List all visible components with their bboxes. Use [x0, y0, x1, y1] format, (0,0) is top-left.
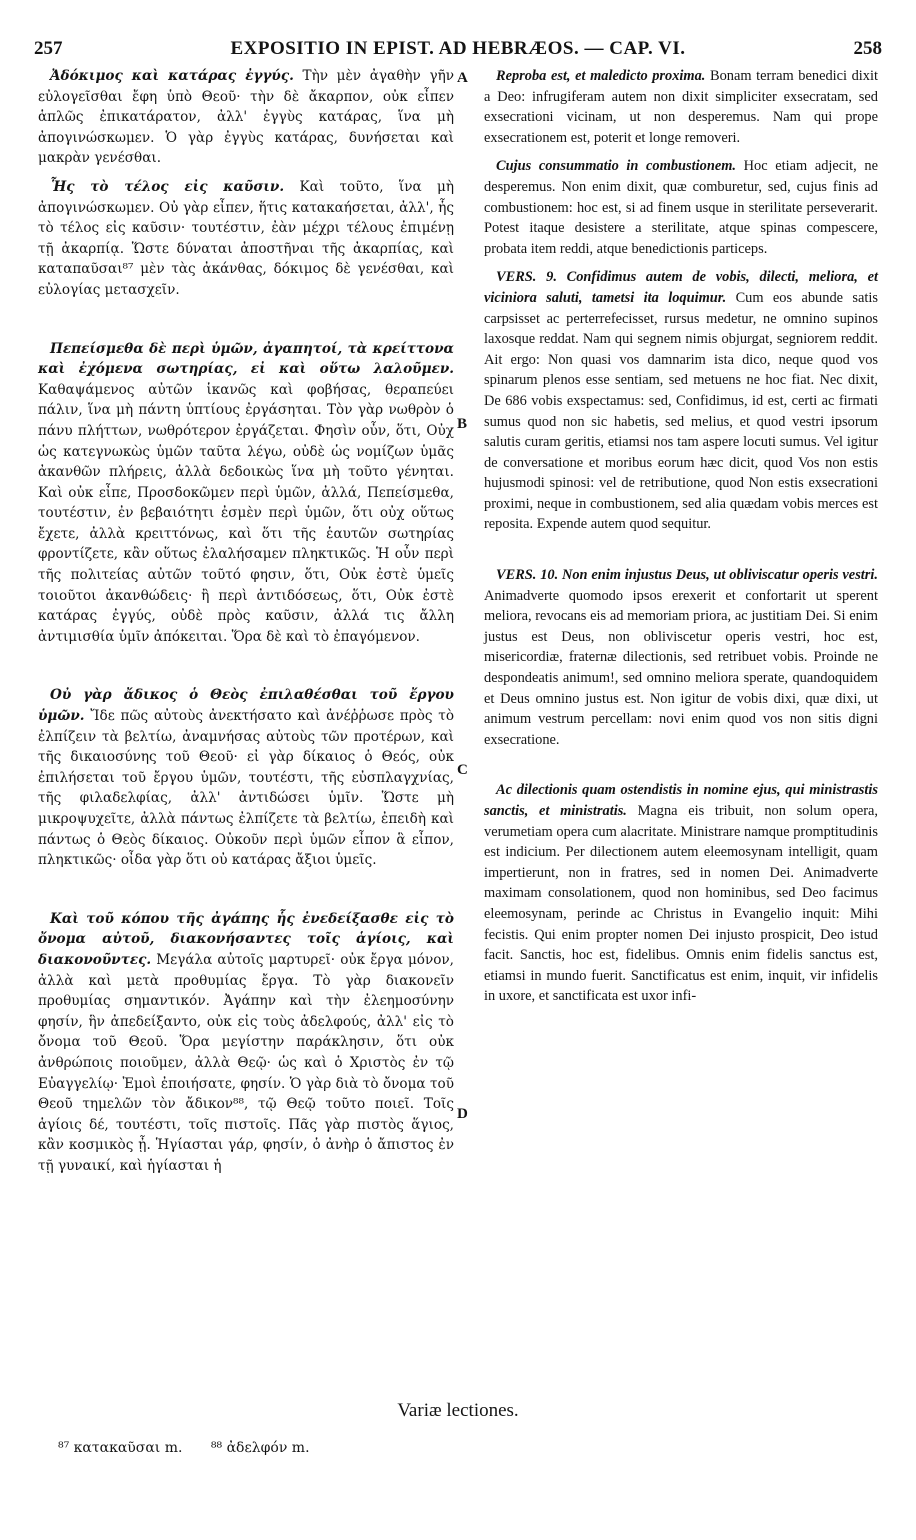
commentary-text: Καὶ τοῦτο, ἵνα μὴ ἀπογινώσκωμεν. Οὐ γὰρ εἶπεν, ἥτις κατακαήσεται, ἀλλ', ἧς τὸ τέλος εἰς καῦσιν· τουτέστιν, ἐὰν μέχρι τέλους ἐπιμένῃ τῇ ἀκαρπίᾳ. Ὥστε δύναται ἀποστῆναι τῆς ἀκαρπίας, καὶ καταπαῦσαι⁸⁷ μὲν τὰς ἀκάνθας, δόκιμος δὲ γενέσθαι, καὶ εὐλογίας μετασχεῖν.	[38, 178, 455, 298]
footnote: ⁸⁷ κατακαῦσαι m.	[58, 1440, 183, 1456]
lemma: Πεπείσμεθα δὲ περὶ ὑμῶν, ἀγαπητοί, τὰ κρείττονα καὶ ἐχόμενα σωτηρίας, εἰ καὶ οὕτω λαλοῦμεν.	[38, 340, 454, 378]
latin-paragraph	[484, 156, 878, 259]
commentary-text: Μεγάλα αὐτοῖς μαρτυρεῖ· οὐκ ἔργα μόνον, ἀλλὰ καὶ μετὰ προθυμίας ἔργα. Τὸ γὰρ διακονεῖν προθυμίας σημαντικόν. Ἀγάπην καὶ τὴν ἐλεημοσύνην φησίν, ἣν ἀπεδείξαντο, οὐκ εἰς τοὺς ἀδελφούς, ἀλλ' εἰς τὸ ὄνομα τοῦ Θεοῦ. Ὅρα μεγίστην παράκλησιν, ὅτι οὐκ ἀνθρώποις ποιοῦμεν, ἀλλὰ Θεῷ· ὡς καὶ ὁ Χριστὸς ἐν τῷ Εὐαγγελίῳ· Ἐμοὶ ἐποιήσατε, φησίν. Ὁ γὰρ διὰ τὸ ὄνομα τοῦ Θεοῦ τημελῶν τὸν ἄδικον⁸⁸, τῷ Θεῷ τοῦτο ποιεῖ. Τοῖς ἁγίοις δέ, τουτέστι, τοῖς πιστοῖς. Πᾶς γὰρ πιστὸς ἅγιος, κἂν κοσμικὸς ᾖ. Ἡγίασται γάρ, φησίν, ὁ ἀνὴρ ὁ ἄπιστος ἐν τῇ γυναικί, καὶ ἡγίασται ἡ	[38, 951, 454, 1174]
lemma: Cujus consummatio in combustionem.	[496, 158, 736, 175]
commentary-text: Cum eos abunde satis carpsisset ac perterrefecisset, rursus medetur, ne omnino supinos laxosque reddat. Nam qui segnem nimis objurgat, segniorem reddit. Ait ergo: Non quasi vos damnarim ista dico, neque quod vos spinarum plenos esse sentiam, sed metuens ne hoc fiat. Nec dixit, De 686 vobis exspectamus: sed, Confidimus, id est, certi ac firmati sumus quod non sic habetis, sed melius, et quod vestri ipsorum salutis curam geritis, etiamsi nos tam aspere locuti sumus. Vel igitur de conversatione et moribus eorum hæc dicit, quod Vos non estis hujusmodi spinosi: vel de retributione, quod Non estis exsecrationi proximi, neque in combustionem, sed alia quædam vobis merces est reposita. Expende autem quod sequitur.	[484, 289, 878, 533]
page-number-left: 257	[34, 38, 63, 59]
latin-paragraph	[484, 780, 878, 1007]
lemma: Reproba est, et maledicto proxima.	[496, 68, 706, 84]
greek-paragraph	[38, 685, 454, 870]
commentary-text: Τὴν μὲν ἀγαθὴν γῆν εὐλογεῖσθαι ἔφη ὑπὸ Θεοῦ· τὴν δὲ ἄκαρπον, οὐκ εἶπεν ἁπλῶς ἐπικατάρατον, ἀλλ' ἐγγὺς κατάρας, ἵνα μὴ ἀπογινώσκωμεν. Ὁ γὰρ ἐγγὺς κατάρας, δυνήσεται καὶ μακρὰν γενέσθαι.	[38, 68, 454, 167]
lemma: Καὶ τοῦ κόπου τῆς ἀγάπης ἧς ἐνεδείξασθε εἰς τὸ ὄνομα αὐτοῦ, διακονήσαντες τοῖς ἁγίοις, καὶ διακονοῦντες.	[38, 910, 454, 968]
commentary-text: Bonam terram benedici dixit a Deo: infrugiferam autem non dixit simpliciter exsecratam, sed exsecrationi vicinam, ut non desperemus. Nam qui prope exsecrationem est, poterit et longe removeri.	[484, 68, 879, 146]
latin-paragraph	[484, 267, 878, 535]
page-number-right: 258	[853, 38, 882, 59]
lemma: VERS. 9. Confidimus autem de vobis, dilecti, meliora, et viciniora saluti, tametsi ita loquimur.	[484, 269, 878, 306]
commentary-text: Ἴδε πῶς αὐτοὺς ἀνεκτήσατο καὶ ἀνέῤῥωσε πρὸς τὸ ἐλπίζειν τὰ βελτίω, ἀναμνήσας αὐτοὺς τῶν προτέρων, καὶ τῆς δικαιοσύνης τοῦ Θεοῦ· εἰ γὰρ δίκαιος ὁ Θεός, οὐκ ἐπιλήσεται τοῦ ἔργου ὑμῶν, τουτέστι, τῆς εὐσπλαγχνίας, τῆς φιλαδελφίας, ἀλλ' ἀντιδώσει ὑμῖν. Ὥστε μὴ μικροψυχεῖτε, ἀλλὰ πάντως ἐλπίζετε τὰ βελτίω, ἐπειδὴ καὶ πάντως ὁ Θεὸς δίκαιος. Οὐκοῦν περὶ ὑμῶν εἶπον ἃ εἶπον, πληκτικῶς· οἶδα γὰρ ὅτι οὐ κατάρας ἄξιοι ὑμεῖς.	[38, 708, 455, 869]
commentary-text: Magna eis tribuit, non solum opera, verumetiam opera cum alacritate. Ministrare namque promptitudinis est indicium. Per dilectionem autem eleemosynam intelligit, quam impertierunt, non in fratres, sed in nomen Dei. Animadverte maximam consolationem, quod non hominibus, sed Deo facimus eleemosynam, perinde ac Christus in Evangelio inquit: Mihi fecistis. Qui enim propter nomen Dei injusto prospicit, Deo istud facit. Sanctis, hoc est, fidelibus. Omnis enim fidelis sanctus est, etiamsi in mundo fuerit. Sanctificatus est enim, inquit, vir infidelis in uxore, et sanctificata est uxor infi-	[484, 803, 878, 1005]
commentary-text: Καθαψάμενος αὐτῶν ἱκανῶς καὶ φοβήσας, θεραπεύει πάλιν, ἵνα μὴ πάντη ὑπτίους ἐργάσηται. Τὸν γὰρ νωθρὸν ὁ πάνυ πλήττων, νωθρότερον ἐργάζεται. Φησὶν οὖν, ὅτι, Οὐχ ὡς κατεγνωκὼς ὑμῶν ταῦτα λέγω, οὐδὲ ὡς νομίζων ὑμᾶς ἀκανθῶν πλήρεις, ἀλλὰ δεδοικὼς ἵνα μὴ τοῦτο γένηται. Καὶ οὐκ εἶπε, Προσδοκῶμεν περὶ ὑμῶν, ἀλλά, Πεπείσμεθα, τουτέστιν, ἐν βεβαιότητι ἐσμὲν περὶ ὑμῶν, ὅτι οὐχ οὕτως ἔχετε, ἀλλὰ κρειττόνως, καὶ ὅτι τῆς ἑαυτῶν σωτηρίας φροντίζετε, κἂν οὕτως ἐλαλήσαμεν πληκτικῶς. Ἡ οὖν περὶ τῆς πολιτείας αὐτῶν τοῦτό φησιν, ὅτι, Οὐκ ἐστὲ ὑμεῖς τοιοῦτοι ἀκανθώδεις· ἢ περὶ ἀντιδόσεως, ὅτι, Οὐκ ἐστὲ κατάρας ἐγγύς, οὐδὲ πρὸς καῦσιν, ἀλλά τις ἄλλη ἀντιμισθία ὑμῖν ἀπόκειται. Ὅρα δὲ καὶ τὸ ἐπαγόμενον.	[38, 381, 454, 645]
margin-letter-d: D	[457, 1106, 468, 1122]
lemma: Ac dilectionis quam ostendistis in nomine ejus, qui ministrastis sanctis, et ministratis.	[484, 782, 878, 819]
greek-column	[38, 66, 454, 1177]
margin-letter-b: B	[457, 416, 468, 432]
margin-letter-c: C	[457, 762, 468, 778]
latin-paragraph	[484, 565, 878, 750]
lemma: VERS. 10. Non enim injustus Deus, ut obliviscatur operis vestri.	[496, 567, 878, 584]
greek-paragraph	[38, 177, 454, 301]
commentary-text: Hoc etiam adjecit, ne desperemus. Non enim dixit, quæ comburetur, sed, cujus finis ad combustionem: hoc est, si ad finem usque in sterilitate perseverarit. Potest itaque desistere a sterilitate, atque spinas compescere, probata item reddi, atque benedictionis particeps.	[484, 158, 878, 257]
lemma: Ἧς τὸ τέλος εἰς καῦσιν.	[50, 178, 285, 195]
lemma: Οὐ γὰρ ἄδικος ὁ Θεὸς ἐπιλαθέσθαι τοῦ ἔργου ὑμῶν.	[38, 687, 454, 725]
latin-paragraph	[484, 66, 878, 148]
variae-lectiones-heading: Variæ lectiones.	[397, 1400, 519, 1421]
greek-paragraph	[38, 339, 454, 648]
commentary-text: Animadverte quomodo ipsos erexerit et confortarit ut sperent meliora, revocans eis ad memoriam priora, ac justitiam Dei. Si enim justus est Deus, non obliviscetur operis vestri, hoc est, misericordiæ, fraternæ dilectionis, sed retribuet vobis. Proinde ne despondeatis animum!, sed omnino meliora sperate, quandoquidem et Deus omnino justus est. Non igitur de vobis dixi, quæ dixi, ut animum vestrum percellam: novi enim quod vos non sitis digni exsecratione.	[484, 587, 878, 748]
running-header	[34, 38, 882, 68]
footnotes	[58, 1440, 334, 1456]
latin-column	[484, 66, 878, 1007]
running-title: EXPOSITIO IN EPIST. AD HEBRÆOS. — CAP. VI.	[230, 38, 686, 59]
greek-paragraph	[38, 909, 454, 1177]
margin-letter-a: A	[457, 70, 468, 86]
lemma: Ἀδόκιμος καὶ κατάρας ἐγγύς.	[50, 68, 294, 84]
greek-paragraph	[38, 66, 454, 169]
footnote: ⁸⁸ ἀδελφόν m.	[210, 1440, 310, 1456]
